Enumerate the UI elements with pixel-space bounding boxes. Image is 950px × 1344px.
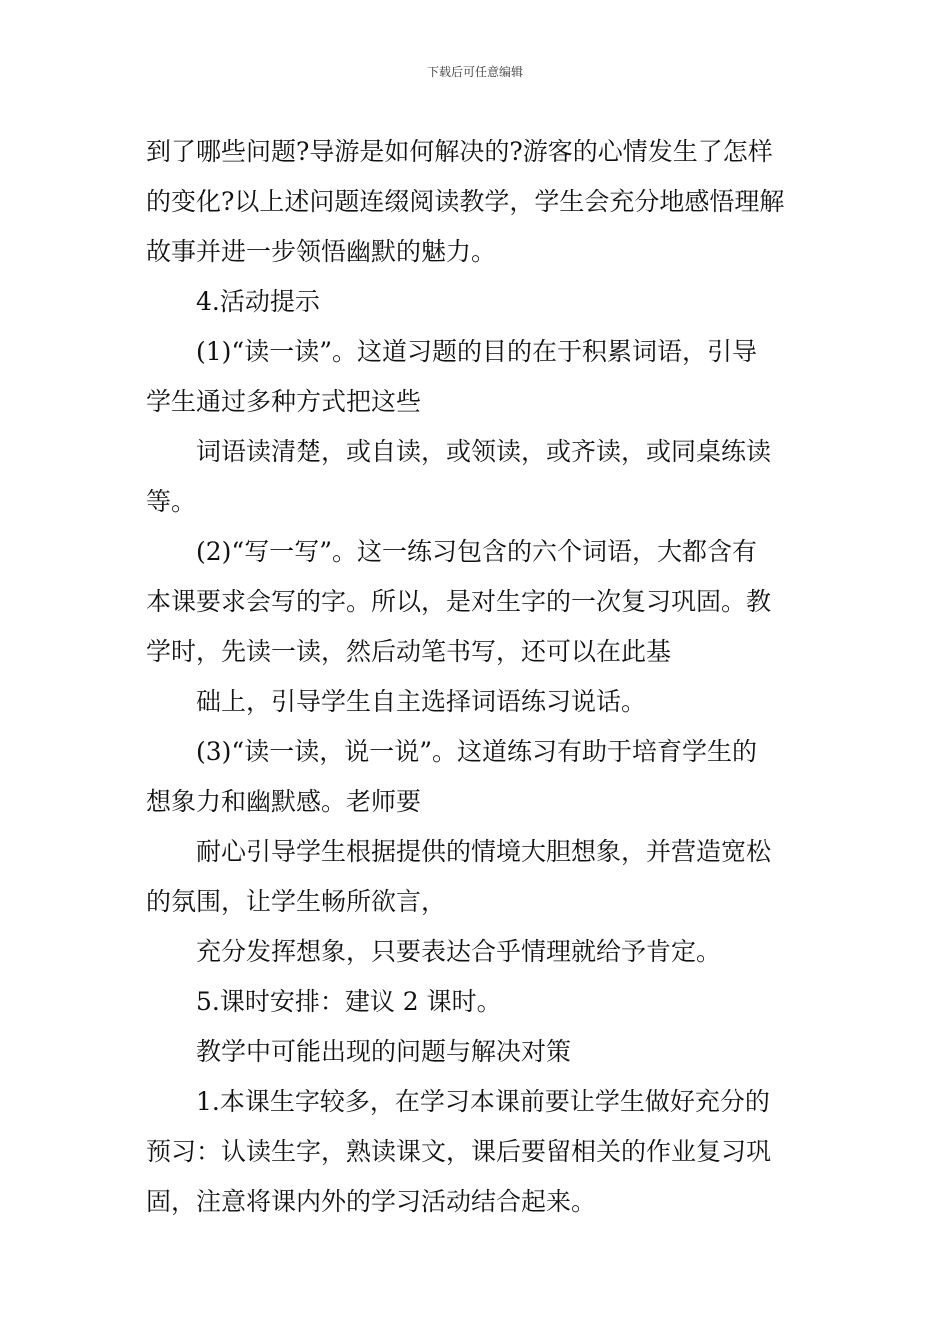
text-line: 学生通过多种方式把这些	[146, 387, 422, 416]
paragraph-4	[146, 427, 810, 527]
text-line: 固，注意将课内外的学习活动结合起来。	[146, 1187, 597, 1216]
text-line: 词语读清楚，或自读，或领读，或齐读，或同桌练读	[196, 437, 772, 466]
text-line: 4.活动提示	[196, 287, 320, 316]
text-line: 到了哪些问题?导游是如何解决的?游客的心情发生了怎样	[146, 137, 773, 166]
text-line: 学时，先读一读，然后动笔书写，还可以在此基	[146, 637, 672, 666]
paragraph-3	[146, 327, 810, 427]
paragraph-12	[146, 1077, 810, 1227]
paragraph-8	[146, 827, 810, 927]
text-line: 预习：认读生字，熟读课文，课后要留相关的作业复习巩	[146, 1137, 772, 1166]
text-line: 故事并进一步领悟幽默的魅力。	[146, 237, 497, 266]
text-line: 的氛围，让学生畅所欲言，	[146, 887, 447, 916]
text-line: (2)“写一写”。这一练习包含的六个词语，大都含有	[196, 537, 757, 566]
text-line: (3)“读一读，说一说”。这道练习有助于培育学生的	[196, 737, 757, 766]
text-line: 等。	[146, 487, 197, 516]
text-line: 教学中可能出现的问题与解决对策	[196, 1037, 572, 1066]
text-line: (1)“读一读”。这道习题的目的在于积累词语，引导	[196, 337, 757, 366]
text-line: 1.本课生字较多，在学习本课前要让学生做好充分的	[196, 1087, 770, 1116]
text-line: 想象力和幽默感。老师要	[146, 787, 422, 816]
text-line: 5.课时安排：建议 2 课时。	[196, 987, 502, 1016]
document-body	[146, 127, 810, 1227]
paragraph-5	[146, 527, 810, 677]
paragraph-9	[146, 927, 810, 977]
paragraph-2	[146, 277, 810, 327]
text-line: 耐心引导学生根据提供的情境大胆想象，并营造宽松	[196, 837, 772, 866]
paragraph-1	[146, 127, 810, 277]
paragraph-6	[146, 677, 810, 727]
section-heading	[146, 1027, 810, 1077]
text-line: 础上，引导学生自主选择词语练习说话。	[196, 687, 647, 716]
paragraph-10	[146, 977, 810, 1027]
paragraph-7	[146, 727, 810, 827]
text-line: 的变化?以上述问题连缀阅读教学，学生会充分地感悟理解	[146, 187, 785, 216]
text-line: 本课要求会写的字。所以，是对生字的一次复习巩固。教	[146, 587, 772, 616]
text-line: 充分发挥想象，只要表达合乎情理就给予肯定。	[196, 937, 722, 966]
page-header: 下载后可任意编辑	[426, 65, 523, 79]
